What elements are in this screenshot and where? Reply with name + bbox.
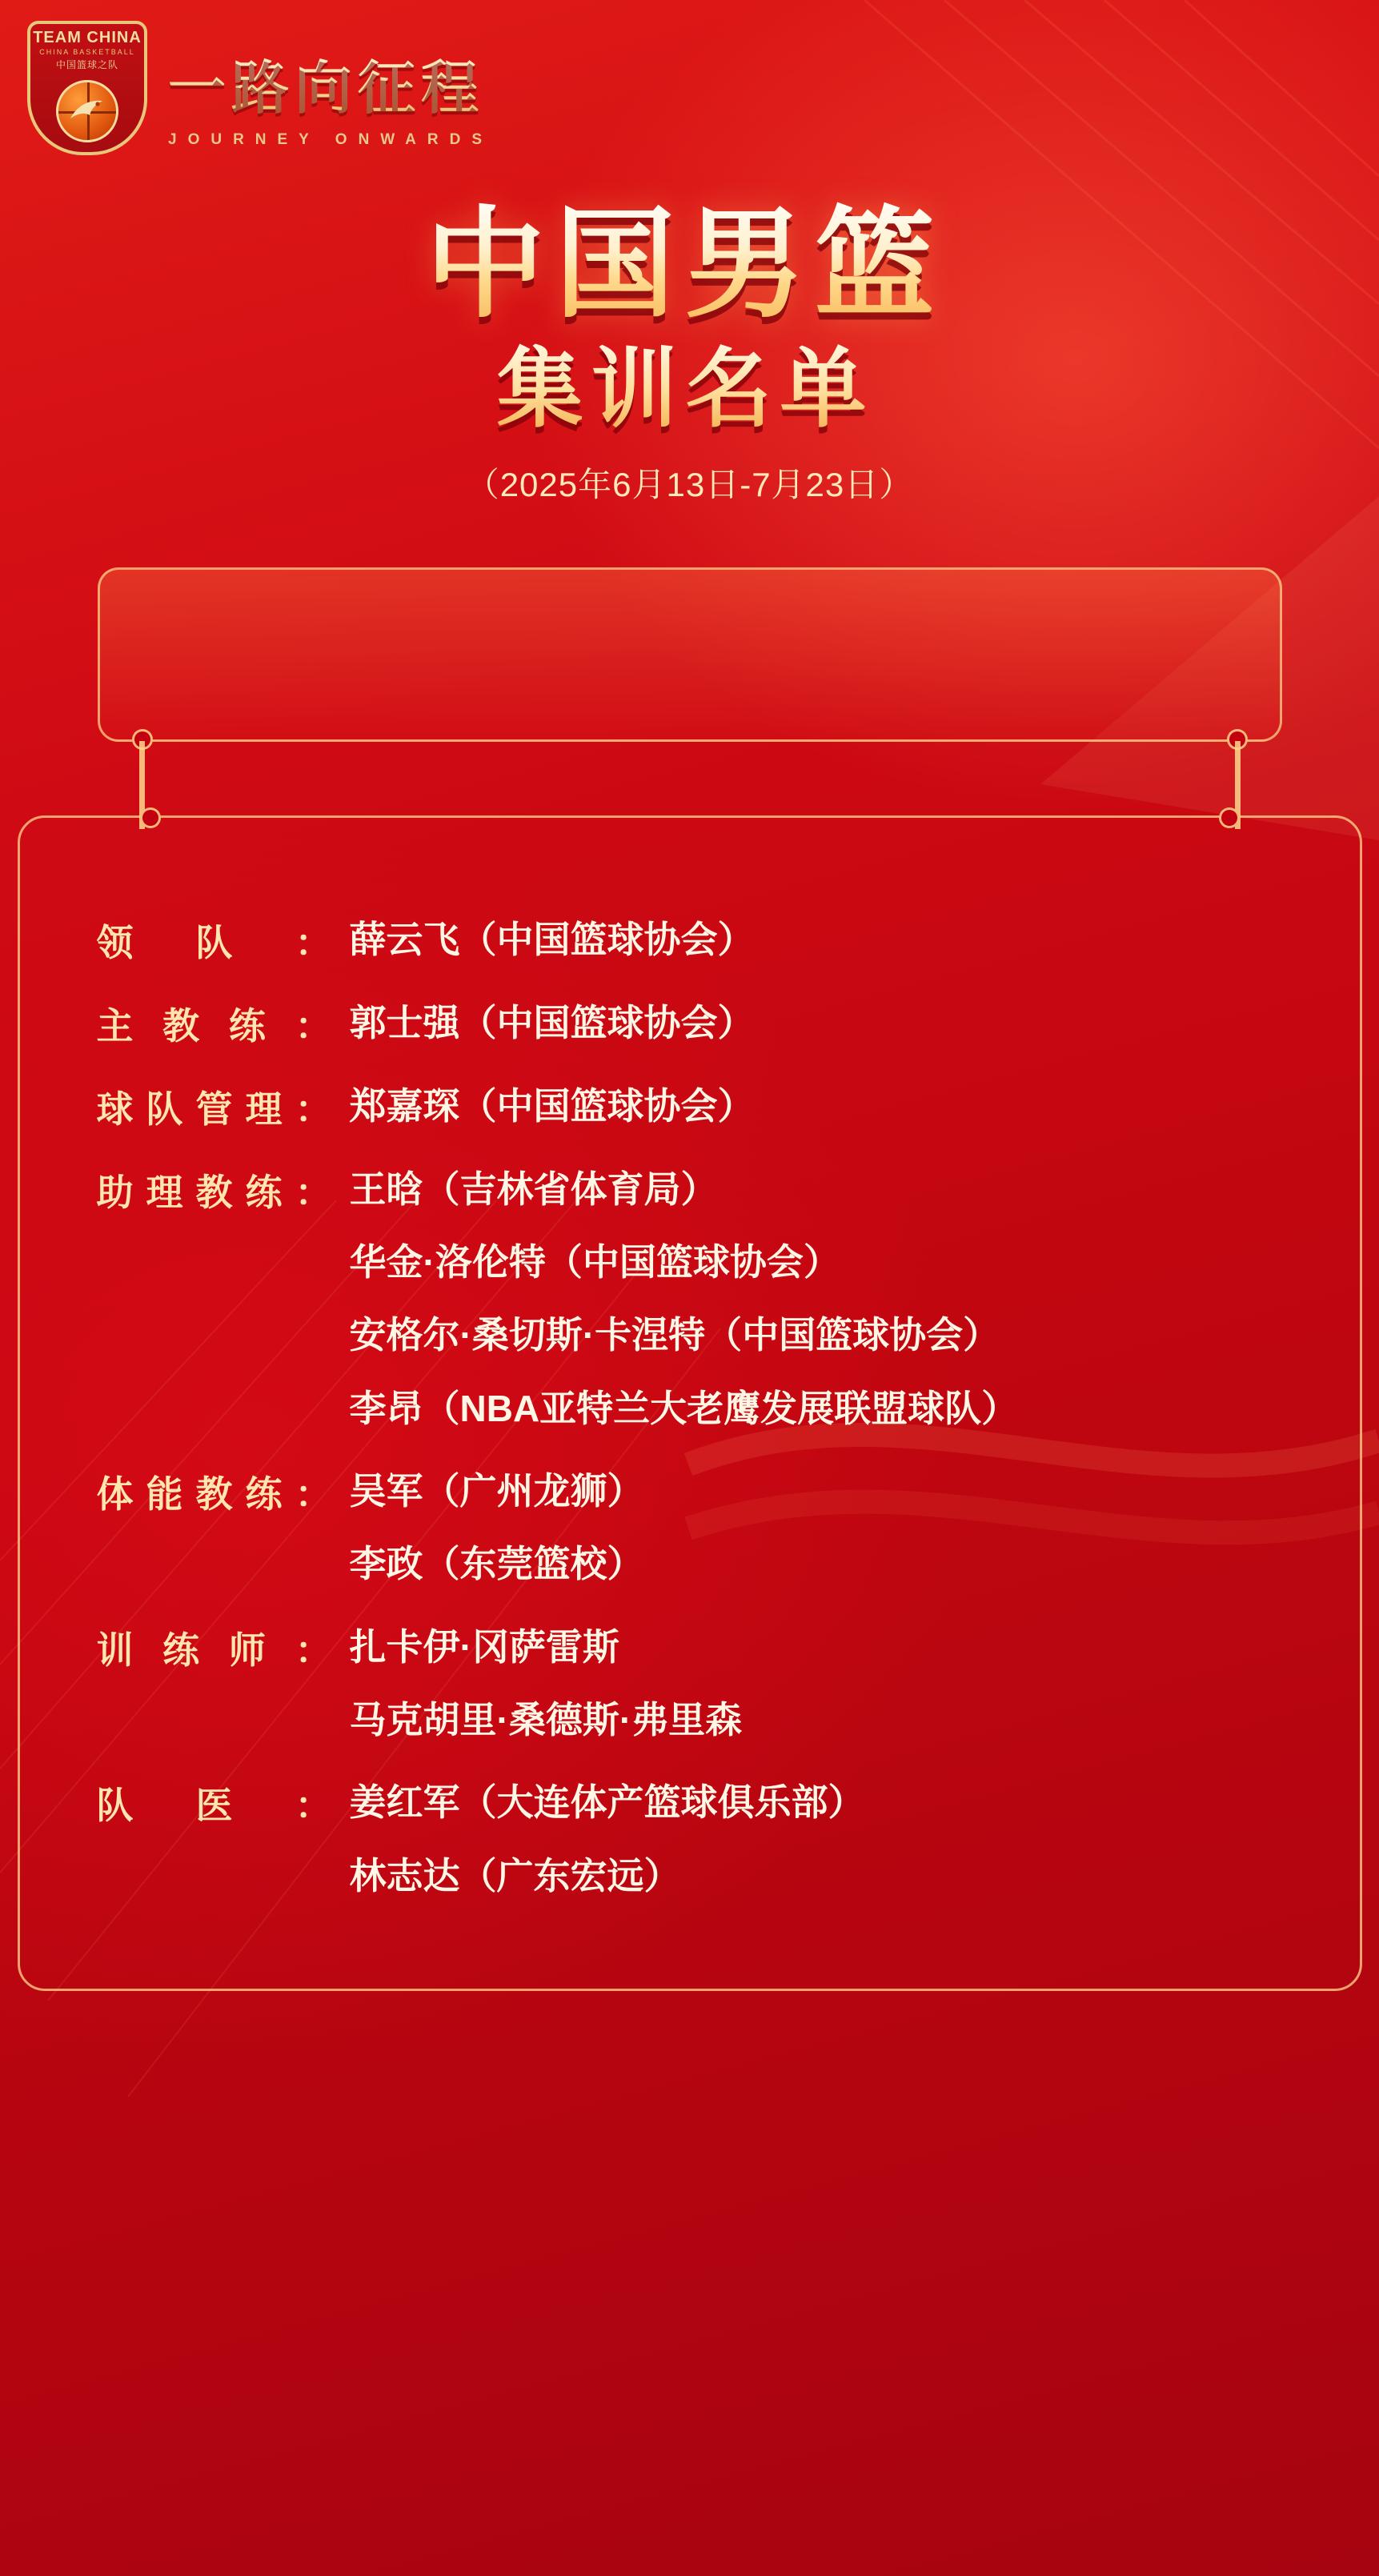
roster-label-char: 队 xyxy=(146,1088,183,1130)
team-crest-logo xyxy=(27,21,147,155)
roster-label-colon: ： xyxy=(295,1629,332,1671)
roster-row-label xyxy=(68,1164,332,1216)
roster-person: 郭士强（中国篮球协会） xyxy=(349,1001,755,1044)
roster-row xyxy=(68,1777,1312,1902)
roster-label-char: 练 xyxy=(162,1629,200,1671)
page-subtitle: 集训名单 xyxy=(0,343,1379,438)
roster-list xyxy=(68,914,1312,1902)
roster-label-char: 教 xyxy=(162,1004,200,1047)
slogan-en: JOURNEY ONWARDS xyxy=(168,131,494,148)
dragon-icon xyxy=(66,90,109,130)
section-banner-area xyxy=(0,567,1379,742)
crest-team-sub-en: CHINA BASKETBALL xyxy=(39,48,135,56)
roster-person: 郑嘉琛（中国篮球协会） xyxy=(349,1084,755,1127)
roster-label-colon: ： xyxy=(295,1473,332,1516)
roster-label-char: 医 xyxy=(195,1785,233,1827)
roster-person: 王晗（吉林省体育局） xyxy=(349,1168,718,1210)
roster-person: 林志达（广东宏远） xyxy=(349,1854,681,1897)
roster-panel-area xyxy=(0,815,1379,1991)
roster-row xyxy=(68,1621,1312,1747)
training-date-range: （2025年6月13日-7月23日） xyxy=(465,465,914,503)
roster-label-char: 队 xyxy=(195,921,233,963)
roster-row-label xyxy=(68,1777,332,1829)
roster-label-char: 理 xyxy=(146,1171,183,1213)
roster-label-colon: ： xyxy=(295,1088,332,1130)
slogan-block xyxy=(168,21,493,149)
roster-row xyxy=(68,914,1312,967)
roster-label-char: 理 xyxy=(245,1088,283,1130)
roster-row xyxy=(68,997,1312,1050)
roster-person: 华金·洛伦特（中国篮球协会） xyxy=(349,1241,840,1284)
roster-person: 吴军（广州龙狮） xyxy=(349,1470,644,1512)
panel-knob-left xyxy=(140,807,161,828)
roster-label-char: 主 xyxy=(96,1004,134,1047)
roster-person: 薛云飞（中国篮球协会） xyxy=(349,918,755,960)
roster-label-colon: ： xyxy=(295,1785,332,1827)
page-title: 中国男篮 xyxy=(0,200,1379,330)
section-banner-label: 教练组及保障团队 xyxy=(403,623,967,695)
roster-panel xyxy=(18,815,1362,1991)
roster-row-values xyxy=(332,1777,1312,1902)
roster-person: 李昂（NBA亚特兰大老鹰发展联盟球队） xyxy=(349,1387,1019,1429)
roster-label-colon: ： xyxy=(295,1004,332,1047)
roster-label-char: 球 xyxy=(96,1088,134,1130)
roster-label-char: 助 xyxy=(96,1171,134,1213)
roster-label-char: 练 xyxy=(245,1171,283,1213)
roster-row-values xyxy=(332,1164,1312,1435)
roster-label-char: 师 xyxy=(228,1629,266,1671)
roster-row-values xyxy=(332,997,1312,1049)
title-block xyxy=(0,195,1379,507)
roster-row-values xyxy=(332,1621,1312,1747)
roster-row xyxy=(68,1164,1312,1435)
roster-person: 马克胡里·桑德斯·弗里森 xyxy=(349,1698,743,1741)
slogan-cn: 一路向征程 xyxy=(168,42,493,125)
roster-label-colon: ： xyxy=(295,1171,332,1213)
roster-label-char: 练 xyxy=(245,1473,283,1516)
roster-label-char: 教 xyxy=(195,1473,233,1516)
roster-row-label xyxy=(68,1621,332,1674)
roster-person: 李政（东莞篮校） xyxy=(349,1543,644,1585)
crest-team-name-cn: 中国篮球之队 xyxy=(55,59,118,70)
roster-label-char: 训 xyxy=(96,1629,134,1671)
roster-row-label xyxy=(68,1465,332,1518)
roster-label-char: 练 xyxy=(228,1004,266,1047)
panel-knob-right xyxy=(1219,807,1240,828)
roster-label-char: 领 xyxy=(96,921,134,963)
roster-label-char: 管 xyxy=(195,1088,233,1130)
roster-label-char: 教 xyxy=(195,1171,233,1213)
roster-row-label xyxy=(68,1080,332,1133)
roster-row-label xyxy=(68,997,332,1050)
roster-person: 姜红军（大连体产篮球俱乐部） xyxy=(349,1781,865,1824)
roster-row-values xyxy=(332,1080,1312,1132)
page-header xyxy=(0,0,1379,168)
roster-person: 安格尔·桑切斯·卡涅特（中国篮球协会） xyxy=(349,1314,1000,1356)
roster-label-colon: ： xyxy=(295,921,332,963)
roster-label-char: 队 xyxy=(96,1785,134,1827)
roster-row-label xyxy=(68,914,332,967)
roster-label-char: 体 xyxy=(96,1473,134,1516)
roster-label-char: 能 xyxy=(146,1473,183,1516)
roster-person: 扎卡伊·冈萨雷斯 xyxy=(349,1625,619,1668)
section-banner xyxy=(98,567,1282,742)
roster-row xyxy=(68,1080,1312,1133)
roster-row xyxy=(68,1465,1312,1591)
crest-team-name-en: TEAM CHINA xyxy=(33,29,142,46)
roster-row-values xyxy=(332,1465,1312,1591)
roster-row-values xyxy=(332,914,1312,966)
